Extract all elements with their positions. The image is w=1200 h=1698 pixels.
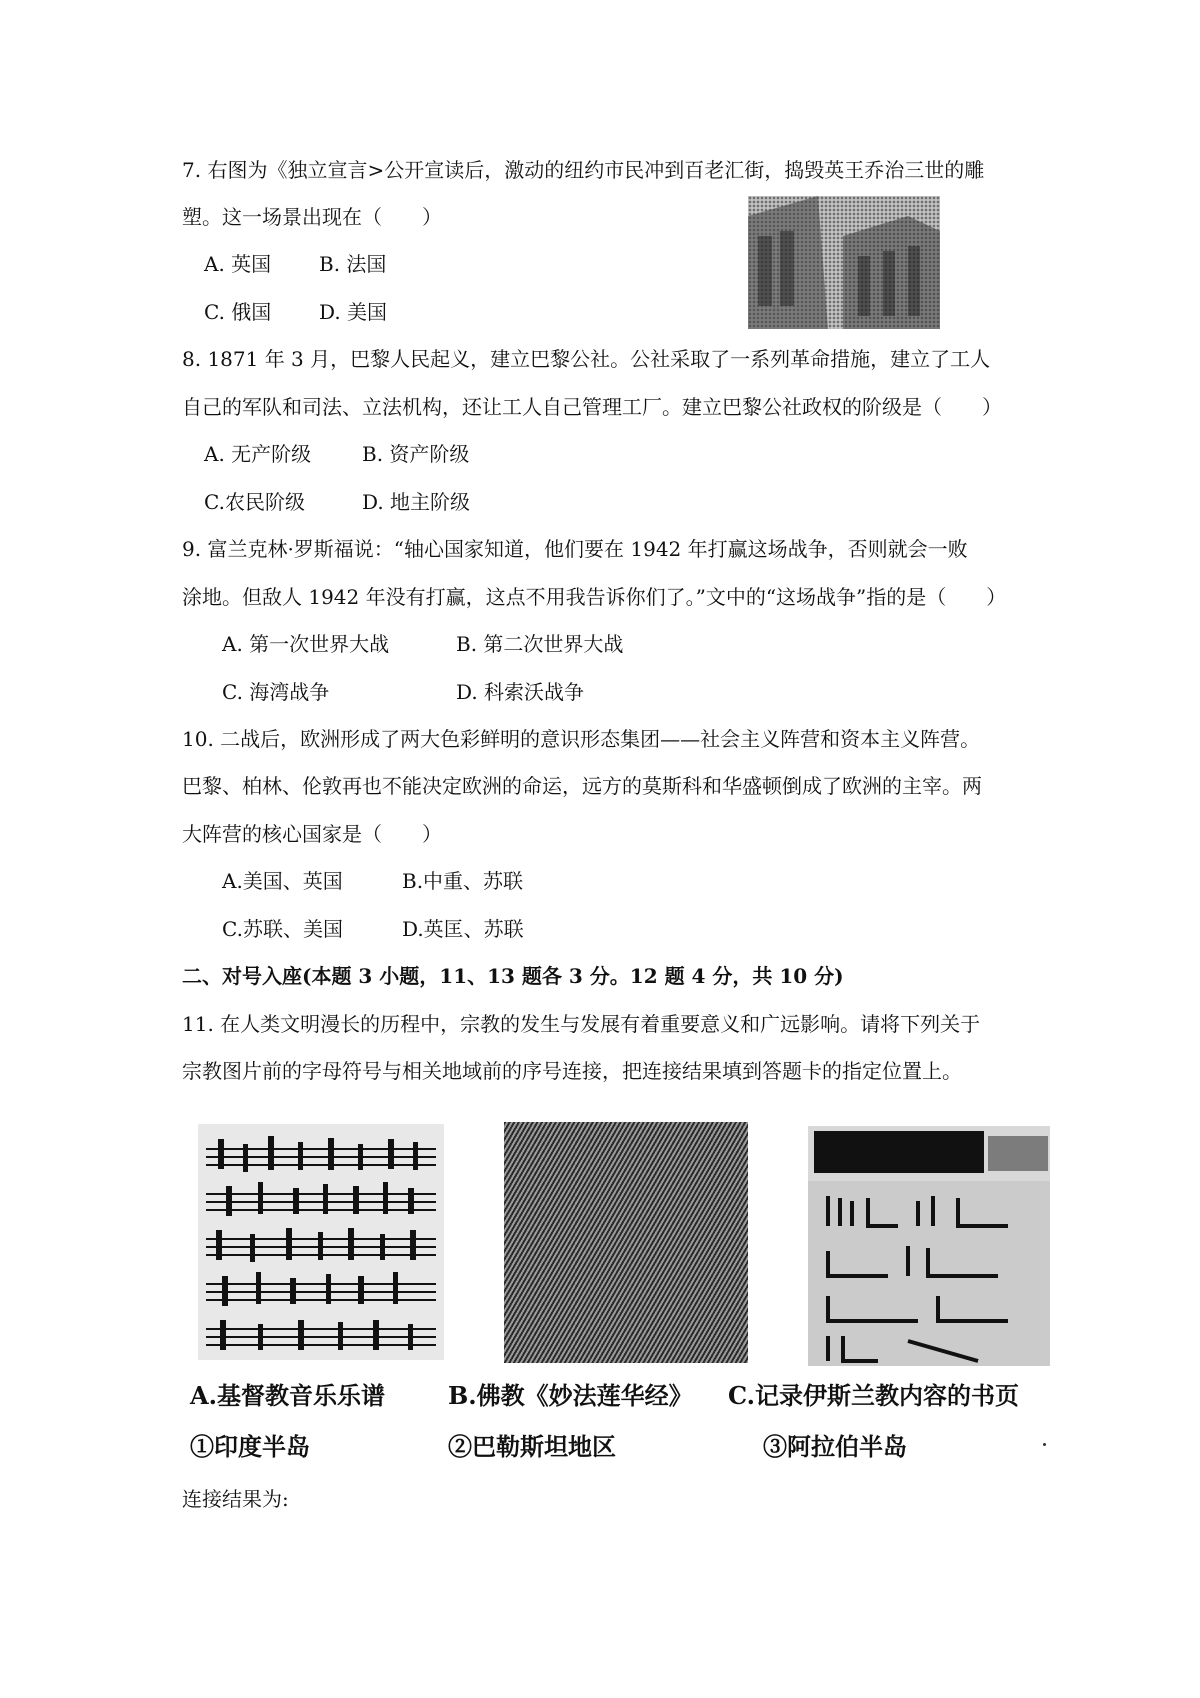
q7-option-b[interactable]: B. 法国: [319, 252, 387, 276]
q11-line-2: 宗教图片前的字母符号与相关地域前的序号连接，把连接结果填到答题卡的指定位置上。: [182, 1059, 962, 1083]
q9-option-c[interactable]: C. 海湾战争: [222, 680, 330, 704]
q7-line-2: 塑。这一场景出现在（ ）: [182, 205, 442, 229]
q10-option-b[interactable]: B.中重、苏联: [402, 869, 524, 893]
islamic-book-page-image: [808, 1126, 1050, 1366]
region-2: ②巴勒斯坦地区: [448, 1432, 616, 1461]
q7-option-c[interactable]: C. 俄国: [204, 300, 272, 324]
caption-b: B.佛教《妙法莲华经》: [448, 1381, 693, 1410]
q8-line-2: 自己的军队和司法、立法机构，还让工人自己管理工厂。建立巴黎公社政权的阶级是（ ）: [182, 395, 1002, 419]
q11-line-1: 11. 在人类文明漫长的历程中，宗教的发生与发展有着重要意义和广远影响。请将下列关于: [182, 1012, 981, 1036]
q8-option-c[interactable]: C.农民阶级: [204, 490, 305, 514]
q9-option-b[interactable]: B. 第二次世界大战: [456, 632, 624, 656]
q8-line-1: 8. 1871 年 3 月，巴黎人民起义，建立巴黎公社。公社采取了一系列革命措施，建立了工人: [182, 347, 991, 371]
q10-option-d[interactable]: D.英匡、苏联: [402, 917, 524, 941]
q10-line-3: 大阵营的核心国家是（ ）: [182, 822, 442, 846]
q10-line-1: 10. 二战后，欧洲形成了两大色彩鲜明的意识形态集团——社会主义阵营和资本主义阵营。: [182, 727, 981, 751]
q10-option-c[interactable]: C.苏联、美国: [222, 917, 343, 941]
q9-option-d[interactable]: D. 科索沃战争: [456, 680, 585, 704]
region-3: ③阿拉伯半岛: [763, 1432, 907, 1461]
christian-music-score-image: [198, 1124, 444, 1360]
q10-option-a[interactable]: A.美国、英国: [222, 869, 343, 893]
q9-option-a[interactable]: A. 第一次世界大战: [222, 632, 390, 656]
q7-option-d[interactable]: D. 美国: [319, 300, 388, 324]
q8-option-d[interactable]: D. 地主阶级: [362, 490, 471, 514]
q9-line-2: 涂地。但敌人 1942 年没有打赢，这点不用我告诉你们了。”文中的“这场战争”指的是（ ）: [182, 585, 1007, 609]
q8-option-b[interactable]: B. 资产阶级: [362, 442, 470, 466]
q9-line-1: 9. 富兰克林·罗斯福说：“轴心国家知道，他们要在 1942 年打赢这场战争，否则就会一败: [182, 537, 968, 561]
q7-statue-photo: [748, 196, 940, 329]
q8-option-a[interactable]: A. 无产阶级: [204, 442, 312, 466]
q10-line-2: 巴黎、柏林、伦敦再也不能决定欧洲的命运，远方的莫斯科和华盛顿倒成了欧洲的主宰。两: [182, 774, 982, 798]
buddhist-lotus-sutra-image: [504, 1122, 748, 1363]
stray-dot: [1043, 1443, 1046, 1446]
caption-a: A.基督教音乐乐谱: [190, 1381, 385, 1410]
q7-option-a[interactable]: A. 英国: [204, 252, 272, 276]
region-1: ①印度半岛: [190, 1432, 310, 1461]
q7-line-1: 7. 右图为《独立宣言>公开宣读后，激动的纽约市民冲到百老汇街，捣毁英王乔治三世的雕: [182, 158, 985, 182]
caption-c: C.记录伊斯兰教内容的书页: [728, 1381, 1020, 1410]
section-2-heading: 二、对号入座(本题 3 小题，11、13 题各 3 分。12 题 4 分，共 10 分): [182, 964, 844, 988]
answer-label: 连接结果为:: [182, 1487, 289, 1511]
